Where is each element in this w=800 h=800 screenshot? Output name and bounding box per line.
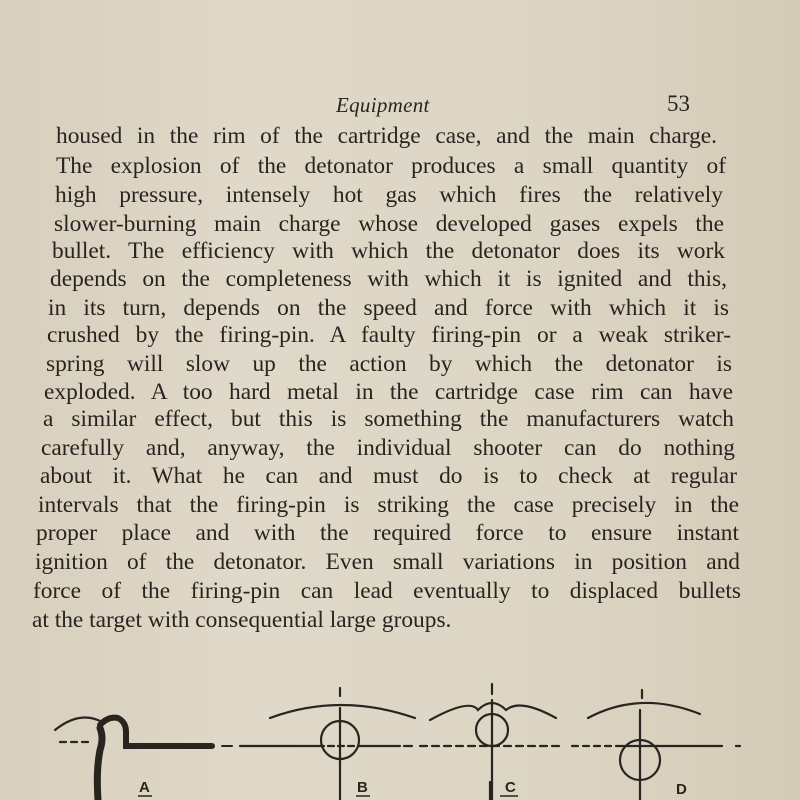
text-line: spring will slow up the action by which the detonator is <box>46 351 732 377</box>
text-line: in its turn, depends on the speed and force with which it is <box>48 295 729 321</box>
text-line: housed in the rim of the cartridge case, and the main charge. <box>56 123 717 149</box>
text-line: high pressure, intensely hot gas which fires the relatively <box>55 182 723 208</box>
text-line: carefully and, anyway, the individual shooter can do nothing <box>41 435 735 461</box>
text-line: The explosion of the detonator produces a small quantity of <box>56 153 726 179</box>
figure-b-centered-strike <box>240 688 415 800</box>
text-line: proper place and with the required force to ensure instant <box>36 520 739 546</box>
text-line: at the target with consequential large groups. <box>32 607 452 633</box>
figure-label-a: A <box>139 779 150 796</box>
text-line: force of the firing-pin can lead eventually to displaced bullets <box>33 578 741 604</box>
text-line: intervals that the firing-pin is striking the case precisely in the <box>38 492 739 518</box>
figure-label-c: C <box>505 779 516 796</box>
figure-label-b: B <box>357 779 368 796</box>
figure-c-high-strike <box>420 684 560 800</box>
figure-d-low-strike <box>572 690 740 800</box>
text-line: slower-burning main charge whose developed gases expels the <box>54 211 724 237</box>
figure-label-d: D <box>676 781 687 798</box>
text-line: bullet. The efficiency with which the detonator does its work <box>52 238 725 264</box>
text-line: a similar effect, but this is something the manufacturers watch <box>43 406 734 432</box>
text-line: crushed by the firing-pin. A faulty firing-pin or a weak striker- <box>47 322 731 348</box>
text-line: exploded. A too hard metal in the cartridge case rim can have <box>44 379 733 405</box>
text-line: ignition of the detonator. Even small variations in position and <box>35 549 740 575</box>
running-head-title: Equipment <box>336 93 430 117</box>
text-line: about it. What he can and must do is to check at regular <box>40 463 737 489</box>
firing-pin-diagram <box>0 670 800 800</box>
text-line: depends on the completeness with which it is ignited and this, <box>50 266 727 292</box>
page-number: 53 <box>667 91 690 116</box>
